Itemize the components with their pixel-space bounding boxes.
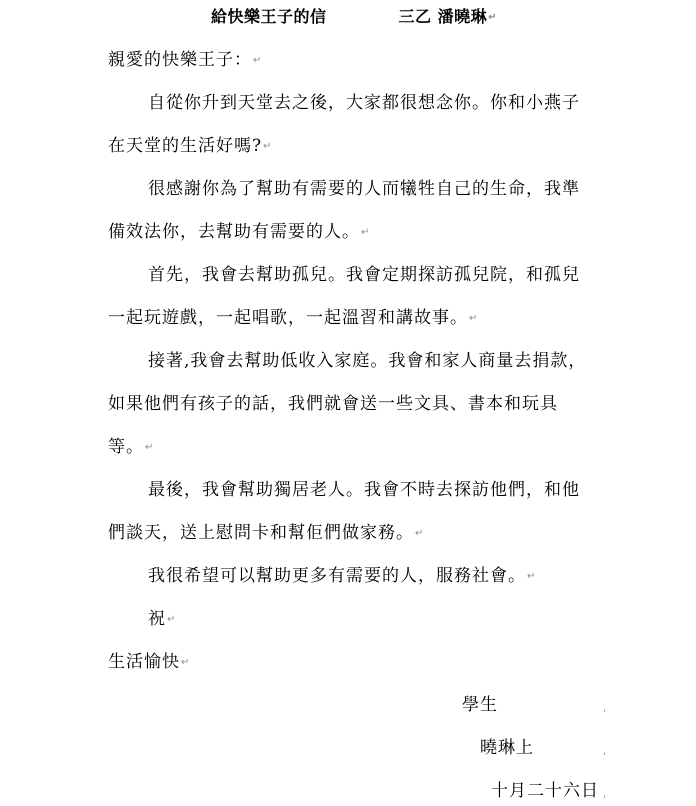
body-line: 如果他們有孩子的話，我們就會送一些文具、書本和玩具 <box>108 394 558 414</box>
body-line: 很感謝你為了幫助有需要的人而犧牲自己的生命，我準 <box>148 179 580 199</box>
paragraph-mark: ↵ <box>167 614 176 625</box>
signature-date: 十月二十六日 <box>491 781 599 801</box>
paragraph-mark: ↵ <box>488 12 497 23</box>
body-line: 接著,我會去幫助低收入家庭。我會和家人商量去捐款， <box>148 351 587 371</box>
body-line: 們談天，送上慰問卡和幫佢們做家務。↵ <box>108 523 424 543</box>
paragraph-mark: ↵ <box>361 227 370 238</box>
body-line: 等。↵ <box>108 437 154 457</box>
right-mark: , <box>603 703 607 714</box>
signature-role: 學生 <box>462 695 498 715</box>
body-line: 備效法你，去幫助有需要的人。↵ <box>108 222 370 242</box>
body-line: 自從你升到天堂去之後，大家都很想念你。你和小燕子 <box>148 93 580 113</box>
signature-name: 曉琳上 <box>480 738 534 758</box>
document-header <box>211 6 496 29</box>
body-line: 我很希望可以幫助更多有需要的人，服務社會。↵ <box>148 566 536 586</box>
body-line: 一起玩遊戲，一起唱歌，一起溫習和講故事。↵ <box>108 308 478 328</box>
document-author: 三乙 潘曉琳 <box>398 7 488 26</box>
paragraph-mark: ↵ <box>469 313 478 324</box>
paragraph-mark: ↵ <box>263 141 272 152</box>
paragraph-mark: ↵ <box>181 657 190 668</box>
salutation: 親愛的快樂王子：↵ <box>108 50 262 70</box>
paragraph-mark: ↵ <box>253 55 262 66</box>
closing-line-2: 生活愉快↵ <box>108 652 190 672</box>
body-line: 最後，我會幫助獨居老人。我會不時去探訪他們，和他 <box>148 480 580 500</box>
document-title: 給快樂王子的信 <box>211 7 327 26</box>
closing-line-1: 祝↵ <box>148 609 176 629</box>
paragraph-mark: ↵ <box>145 442 154 453</box>
paragraph-mark: ↵ <box>415 528 424 539</box>
body-line: 在天堂的生活好嗎?↵ <box>108 136 272 156</box>
right-mark: , <box>603 746 607 757</box>
right-mark: , <box>603 789 607 800</box>
body-line: 首先，我會去幫助孤兒。我會定期探訪孤兒院，和孤兒 <box>148 265 580 285</box>
paragraph-mark: ↵ <box>527 571 536 582</box>
